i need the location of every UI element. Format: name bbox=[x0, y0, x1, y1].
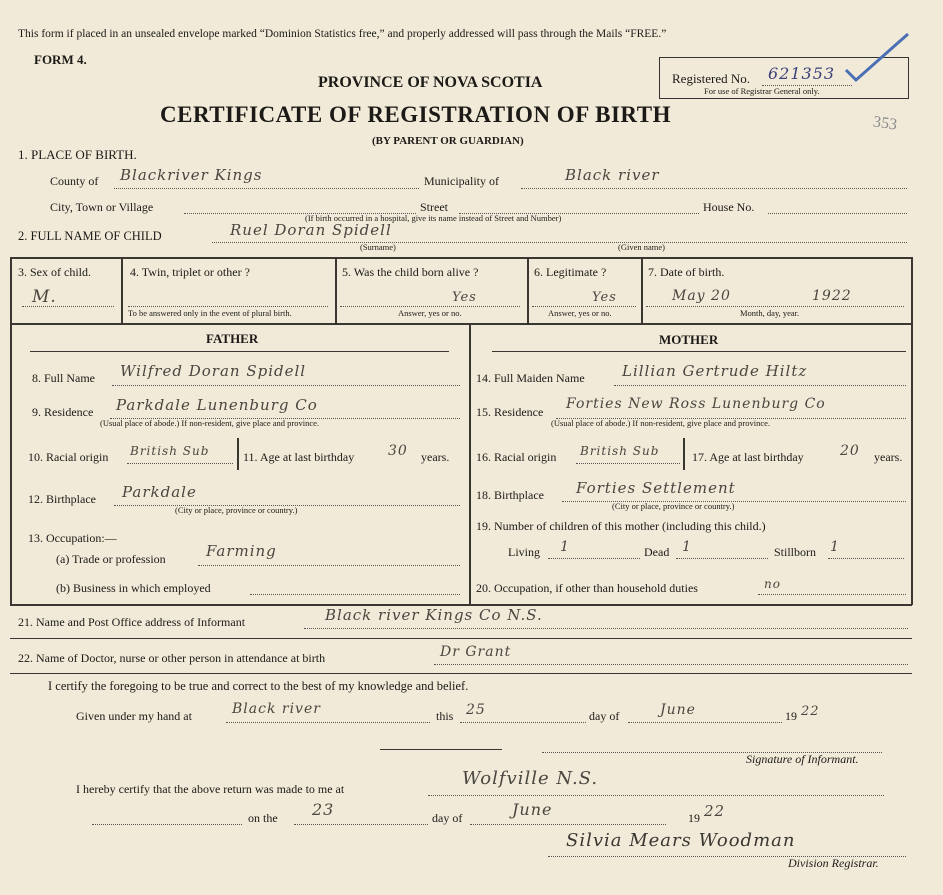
father-racial-value: British Sub bbox=[130, 444, 210, 458]
mother-age-label: 17. Age at last birthday bbox=[692, 450, 804, 464]
stillborn-label: Stillborn bbox=[774, 545, 817, 559]
father-rule bbox=[30, 351, 449, 352]
mother-rule bbox=[492, 351, 906, 352]
living-value: 1 bbox=[560, 539, 570, 555]
municipality-value: Black river bbox=[565, 166, 660, 184]
informant-label: 21. Name and Post Office address of Informant bbox=[18, 615, 246, 629]
father-birthplace-note: (City or place, province or country.) bbox=[175, 505, 298, 515]
municipality-line bbox=[521, 188, 907, 189]
form-number: FORM 4. bbox=[34, 52, 87, 67]
attendant-label: 22. Name of Doctor, nurse or other person in attendance at birth bbox=[18, 651, 326, 665]
twin-label: 4. Twin, triplet or other ? bbox=[130, 265, 250, 279]
attendant-value: Dr Grant bbox=[440, 644, 512, 660]
stillborn-value: 1 bbox=[830, 539, 840, 555]
father-residence-value: Parkdale Lunenburg Co bbox=[116, 396, 318, 414]
attendant-line bbox=[434, 664, 908, 665]
reg-day-of-label: day of bbox=[432, 811, 463, 825]
mother-racial-line bbox=[576, 463, 680, 464]
child-name-value: Ruel Doran Spidell bbox=[230, 221, 392, 239]
grid-divider-4 bbox=[641, 257, 643, 323]
city-label: City, Town or Village bbox=[50, 200, 154, 214]
given-day-value: 25 bbox=[466, 702, 486, 718]
mother-racial-label: 16. Racial origin bbox=[476, 450, 557, 464]
father-age-label: 11. Age at last birthday bbox=[243, 450, 355, 464]
left-border bbox=[10, 257, 12, 605]
mother-birthplace-note: (City or place, province or country.) bbox=[612, 501, 735, 511]
mother-birthplace-label: 18. Birthplace bbox=[476, 488, 544, 502]
reg-year-value: 22 bbox=[704, 802, 726, 820]
grid-divider-2 bbox=[335, 257, 337, 323]
dead-value: 1 bbox=[682, 539, 692, 555]
legitimate-value: Yes bbox=[592, 290, 617, 305]
father-years-label: years. bbox=[421, 450, 450, 464]
house-line bbox=[768, 213, 907, 214]
certificate-subtitle: (BY PARENT OR GUARDIAN) bbox=[372, 135, 524, 147]
twin-note: To be answered only in the event of plural birth. bbox=[128, 308, 292, 318]
sex-line bbox=[22, 306, 114, 307]
registered-number: 621353 bbox=[768, 64, 836, 83]
division-registrar-label: Division Registrar. bbox=[788, 856, 879, 870]
born-alive-label: 5. Was the child born alive ? bbox=[342, 265, 479, 279]
date-of-birth-note: Month, day, year. bbox=[740, 308, 800, 318]
dead-label: Dead bbox=[644, 545, 670, 559]
mother-age-value: 20 bbox=[840, 443, 860, 459]
given-this-label: this bbox=[436, 709, 454, 723]
mailing-note: This form if placed in an unsealed envelope marked “Dominion Statistics free,” and properly addressed will pass through the Mails “FREE.” bbox=[18, 28, 667, 40]
given-month-line bbox=[628, 722, 782, 723]
hereby-place-line bbox=[428, 795, 884, 796]
given-under-hand-label: Given under my hand at bbox=[76, 709, 192, 723]
father-residence-label: 9. Residence bbox=[32, 405, 94, 419]
hereby-certify-label: I hereby certify that the above return was made to me at bbox=[76, 782, 345, 796]
surname-note: (Surname) bbox=[360, 242, 396, 252]
hereby-place-value: Wolfville N.S. bbox=[462, 768, 599, 789]
dead-line bbox=[676, 558, 768, 559]
informant-signature-label: Signature of Informant. bbox=[746, 752, 859, 766]
occupation-label: 13. Occupation:— bbox=[28, 531, 117, 545]
trade-label: (a) Trade or profession bbox=[56, 552, 166, 566]
father-birthplace-value: Parkdale bbox=[122, 483, 197, 501]
mother-racial-value: British Sub bbox=[580, 444, 660, 458]
mother-heading: MOTHER bbox=[659, 332, 719, 347]
date-of-birth-label: 7. Date of birth. bbox=[648, 265, 725, 279]
stamp-number: 353 bbox=[872, 113, 899, 134]
grid-divider-3 bbox=[527, 257, 529, 323]
father-racial-line bbox=[127, 463, 233, 464]
mother-age-divider bbox=[683, 438, 685, 470]
mother-name-label: 14. Full Maiden Name bbox=[476, 371, 585, 385]
right-border bbox=[911, 257, 913, 605]
given-year-value: 22 bbox=[801, 704, 820, 719]
born-alive-line bbox=[340, 306, 520, 307]
sex-label: 3. Sex of child. bbox=[18, 265, 91, 279]
certificate-title: CERTIFICATE OF REGISTRATION OF BIRTH bbox=[160, 102, 671, 127]
county-label: County of bbox=[50, 174, 99, 188]
given-name-note: (Given name) bbox=[618, 242, 665, 252]
grid-bottom-border bbox=[10, 323, 912, 325]
trade-value: Farming bbox=[206, 542, 277, 560]
informant-rule bbox=[10, 638, 912, 639]
province-heading: PROVINCE OF NOVA SCOTIA bbox=[318, 74, 543, 91]
twin-line bbox=[128, 306, 328, 307]
municipality-label: Municipality of bbox=[424, 174, 499, 188]
short-rule bbox=[380, 749, 502, 750]
father-residence-note: (Usual place of abode.) If non-resident, give place and province. bbox=[100, 418, 320, 428]
mother-occupation-label: 20. Occupation, if other than household duties bbox=[476, 581, 698, 595]
on-the-label: on the bbox=[248, 811, 278, 825]
mother-residence-label: 15. Residence bbox=[476, 405, 544, 419]
place-of-birth-label: 1. PLACE OF BIRTH. bbox=[18, 147, 137, 162]
registrar-signature: Silvia Mears Woodman bbox=[566, 830, 796, 851]
mother-residence-value: Forties New Ross Lunenburg Co bbox=[566, 396, 826, 412]
date-of-birth-line bbox=[646, 306, 904, 307]
given-year-prefix: 19 bbox=[785, 709, 797, 723]
reg-day-line bbox=[294, 824, 428, 825]
father-age-value: 30 bbox=[388, 443, 408, 459]
stillborn-line bbox=[828, 558, 904, 559]
date-of-birth-value: May 20 bbox=[672, 288, 731, 304]
street-note: (If birth occurred in a hospital, give its name instead of Street and Number) bbox=[305, 213, 562, 223]
business-label: (b) Business in which employed bbox=[56, 581, 211, 595]
mother-occupation-line bbox=[758, 594, 906, 595]
born-alive-note: Answer, yes or no. bbox=[398, 308, 462, 318]
father-name-label: 8. Full Name bbox=[32, 371, 95, 385]
mother-name-line bbox=[614, 385, 906, 386]
grid-top-border bbox=[10, 257, 912, 259]
father-age-divider bbox=[237, 438, 239, 470]
trade-line bbox=[198, 565, 460, 566]
blue-checkmark bbox=[838, 28, 918, 88]
legitimate-line bbox=[532, 306, 636, 307]
registered-label: Registered No. bbox=[672, 71, 750, 86]
reg-year-prefix: 19 bbox=[688, 811, 700, 825]
child-name-label: 2. FULL NAME OF CHILD bbox=[18, 229, 162, 243]
attendant-rule bbox=[10, 673, 912, 674]
born-alive-value: Yes bbox=[452, 290, 477, 305]
informant-value: Black river Kings Co N.S. bbox=[325, 606, 543, 624]
county-value: Blackriver Kings bbox=[120, 166, 263, 184]
given-day-line bbox=[460, 722, 586, 723]
informant-line bbox=[304, 628, 908, 629]
father-racial-label: 10. Racial origin bbox=[28, 450, 109, 464]
house-label: House No. bbox=[703, 200, 755, 214]
sex-value: M. bbox=[32, 287, 57, 307]
grid-divider-1 bbox=[121, 257, 123, 323]
legitimate-note: Answer, yes or no. bbox=[548, 308, 612, 318]
mother-name-value: Lillian Gertrude Hiltz bbox=[622, 362, 808, 380]
mother-residence-note: (Usual place of abode.) If non-resident, give place and province. bbox=[551, 418, 771, 428]
child-name-line bbox=[212, 242, 907, 243]
mother-occupation-value: no bbox=[764, 577, 781, 591]
given-month-value: June bbox=[660, 702, 696, 718]
reg-month-value: June bbox=[512, 800, 553, 819]
reg-day-value: 23 bbox=[312, 800, 335, 819]
reg-month-line bbox=[470, 824, 666, 825]
living-label: Living bbox=[508, 545, 540, 559]
street-label: Street bbox=[420, 200, 448, 214]
registrar-leading-line bbox=[92, 824, 242, 825]
father-birthplace-label: 12. Birthplace bbox=[28, 492, 96, 506]
registrar-only-note: For use of Registrar General only. bbox=[704, 86, 820, 96]
given-day-of-label: day of bbox=[589, 709, 620, 723]
living-line bbox=[548, 558, 640, 559]
county-line bbox=[114, 188, 419, 189]
mother-years-label: years. bbox=[874, 450, 903, 464]
father-heading: FATHER bbox=[206, 331, 259, 346]
date-of-birth-year: 1922 bbox=[812, 288, 852, 304]
father-name-value: Wilfred Doran Spidell bbox=[120, 362, 307, 380]
father-name-line bbox=[112, 385, 460, 386]
given-place-line bbox=[226, 722, 430, 723]
mother-birthplace-value: Forties Settlement bbox=[576, 479, 736, 497]
parent-divider bbox=[469, 323, 471, 605]
legitimate-label: 6. Legitimate ? bbox=[534, 265, 607, 279]
given-place-value: Black river bbox=[232, 701, 321, 717]
business-line bbox=[250, 594, 460, 595]
certify-statement: I certify the foregoing to be true and correct to the best of my knowledge and belief. bbox=[48, 679, 469, 693]
children-count-label: 19. Number of children of this mother (including this child.) bbox=[476, 519, 766, 533]
